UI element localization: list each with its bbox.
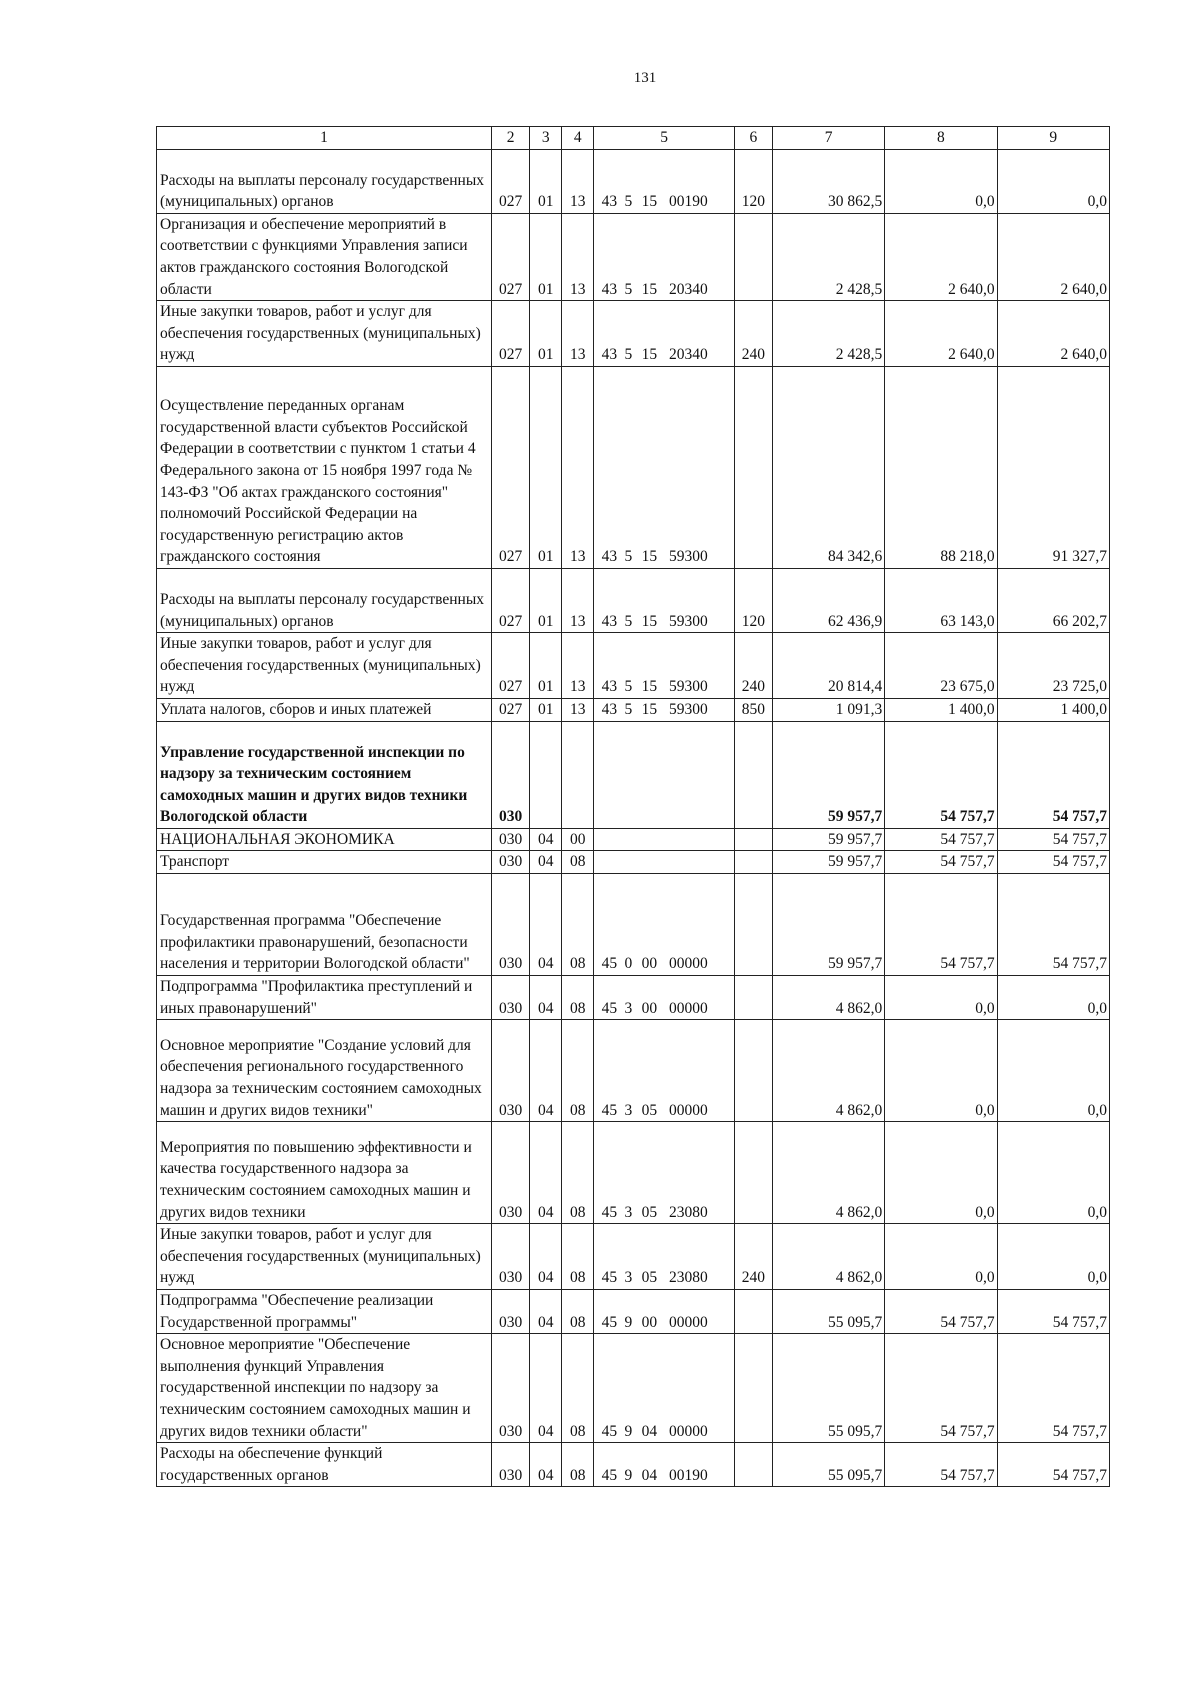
row-name: Расходы на обеспечение функций государственных органов — [157, 1443, 492, 1487]
code-subsection — [562, 721, 594, 828]
code-subsection: 00 — [562, 828, 594, 851]
code-ministry: 030 — [492, 874, 530, 976]
target-article-part: 23080 — [668, 1203, 708, 1221]
code-expense-type — [734, 1290, 772, 1334]
target-article-part: 3 — [624, 1101, 633, 1119]
amount-year-3: 1 400,0 — [997, 698, 1109, 721]
target-article-part: 45 — [601, 1313, 618, 1331]
target-article-part: 43 — [601, 193, 618, 211]
table-row — [157, 874, 1110, 976]
target-article-part: 15 — [641, 193, 658, 211]
code-target-article — [594, 1224, 734, 1290]
header-cell: 3 — [530, 127, 562, 150]
target-article-part: 15 — [641, 612, 658, 630]
header-row — [157, 127, 1110, 150]
code-ministry: 030 — [492, 1224, 530, 1290]
table-row — [157, 213, 1110, 300]
target-article-part: 9 — [624, 1313, 633, 1331]
amount-year-2: 0,0 — [885, 149, 997, 213]
target-article-part: 5 — [624, 280, 633, 298]
target-article-part: 04 — [641, 1466, 658, 1484]
target-article-part: 05 — [641, 1269, 658, 1287]
table-row — [157, 1122, 1110, 1224]
target-article-part: 5 — [624, 612, 633, 630]
code-section: 01 — [530, 213, 562, 300]
header-cell: 8 — [885, 127, 997, 150]
amount-year-2: 54 757,7 — [885, 828, 997, 851]
target-article-part: 20340 — [668, 346, 708, 364]
table-row — [157, 301, 1110, 367]
amount-year-1: 55 095,7 — [772, 1290, 884, 1334]
budget-table — [156, 126, 1110, 1487]
code-expense-type — [734, 366, 772, 568]
target-article-part: 43 — [601, 678, 618, 696]
amount-year-2: 1 400,0 — [885, 698, 997, 721]
amount-year-1: 55 095,7 — [772, 1443, 884, 1487]
code-ministry: 030 — [492, 1020, 530, 1122]
target-article-part: 59300 — [668, 548, 708, 566]
amount-year-3: 0,0 — [997, 1020, 1109, 1122]
code-section: 01 — [530, 149, 562, 213]
code-expense-type — [734, 213, 772, 300]
table-row — [157, 1443, 1110, 1487]
amount-year-3: 0,0 — [997, 976, 1109, 1020]
code-subsection: 13 — [562, 568, 594, 632]
code-ministry: 027 — [492, 213, 530, 300]
amount-year-1: 4 862,0 — [772, 1224, 884, 1290]
row-name: Подпрограмма "Обеспечение реализации Государственной программы" — [157, 1290, 492, 1334]
target-article-part: 00000 — [668, 1101, 708, 1119]
code-target-article — [594, 721, 734, 828]
code-subsection: 08 — [562, 1443, 594, 1487]
table-row — [157, 721, 1110, 828]
amount-year-2: 0,0 — [885, 1020, 997, 1122]
code-ministry: 030 — [492, 828, 530, 851]
amount-year-1: 30 862,5 — [772, 149, 884, 213]
amount-year-1: 4 862,0 — [772, 1122, 884, 1224]
target-article-part: 43 — [601, 280, 618, 298]
code-target-article — [594, 366, 734, 568]
amount-year-3: 54 757,7 — [997, 851, 1109, 874]
code-target-article — [594, 149, 734, 213]
table-row — [157, 1020, 1110, 1122]
code-subsection: 08 — [562, 1122, 594, 1224]
code-target-article — [594, 633, 734, 699]
amount-year-2: 2 640,0 — [885, 213, 997, 300]
amount-year-2: 0,0 — [885, 1224, 997, 1290]
code-section: 04 — [530, 828, 562, 851]
code-target-article — [594, 213, 734, 300]
target-article-part: 5 — [624, 346, 633, 364]
amount-year-1: 59 957,7 — [772, 874, 884, 976]
target-article-part: 5 — [624, 678, 633, 696]
amount-year-3: 54 757,7 — [997, 1443, 1109, 1487]
amount-year-3: 2 640,0 — [997, 213, 1109, 300]
target-article-part: 15 — [641, 678, 658, 696]
target-article-part: 59300 — [668, 700, 708, 718]
code-section: 04 — [530, 874, 562, 976]
target-article-part: 45 — [601, 1101, 618, 1119]
code-target-article — [594, 1443, 734, 1487]
header-cell: 9 — [997, 127, 1109, 150]
code-subsection: 08 — [562, 1224, 594, 1290]
row-name: Осуществление переданных органам государственной власти субъектов Российской Федерации в соответствии с пунктом 1 статьи 4 Федерального закона от 15 ноября 1997 года № 143-ФЗ "Об актах гражданского состояния" полномочий Российской Федерации на государственную регистрацию актов гражданского состояния — [157, 366, 492, 568]
target-article-part: 45 — [601, 1203, 618, 1221]
amount-year-1: 62 436,9 — [772, 568, 884, 632]
amount-year-2: 63 143,0 — [885, 568, 997, 632]
code-expense-type: 120 — [734, 149, 772, 213]
row-name: Иные закупки товаров, работ и услуг для обеспечения государственных (муниципальных) нужд — [157, 301, 492, 367]
amount-year-1: 2 428,5 — [772, 213, 884, 300]
row-name: НАЦИОНАЛЬНАЯ ЭКОНОМИКА — [157, 828, 492, 851]
row-name: Основное мероприятие "Создание условий для обеспечения регионального государственного надзора за техническим состоянием самоходных машин и других видов техники" — [157, 1020, 492, 1122]
row-name: Организация и обеспечение мероприятий в соответствии с функциями Управления записи актов гражданского состояния Вологодской области — [157, 213, 492, 300]
code-expense-type — [734, 874, 772, 976]
target-article-part: 00 — [641, 999, 658, 1017]
code-section: 04 — [530, 1224, 562, 1290]
target-article-part: 45 — [601, 1269, 618, 1287]
table-row — [157, 828, 1110, 851]
amount-year-3: 54 757,7 — [997, 721, 1109, 828]
code-expense-type: 240 — [734, 301, 772, 367]
code-expense-type — [734, 1020, 772, 1122]
code-ministry: 030 — [492, 976, 530, 1020]
target-article-part: 0 — [624, 955, 633, 973]
row-name: Расходы на выплаты персоналу государственных (муниципальных) органов — [157, 149, 492, 213]
target-article-part: 3 — [624, 1203, 633, 1221]
code-expense-type: 850 — [734, 698, 772, 721]
row-name: Подпрограмма "Профилактика преступлений и иных правонарушений" — [157, 976, 492, 1020]
amount-year-2: 54 757,7 — [885, 721, 997, 828]
target-article-part: 45 — [601, 955, 618, 973]
target-article-part: 45 — [601, 1422, 618, 1440]
code-expense-type: 120 — [734, 568, 772, 632]
code-target-article — [594, 698, 734, 721]
table-row — [157, 1334, 1110, 1443]
table-row — [157, 1224, 1110, 1290]
code-section: 04 — [530, 1020, 562, 1122]
code-subsection: 13 — [562, 366, 594, 568]
code-subsection: 13 — [562, 633, 594, 699]
code-section: 01 — [530, 366, 562, 568]
code-target-article — [594, 568, 734, 632]
code-expense-type — [734, 1122, 772, 1224]
amount-year-3: 0,0 — [997, 1122, 1109, 1224]
code-target-article — [594, 301, 734, 367]
target-article-part: 00190 — [668, 1466, 708, 1484]
target-article-part: 23080 — [668, 1269, 708, 1287]
table-row — [157, 698, 1110, 721]
code-section: 01 — [530, 301, 562, 367]
code-section: 04 — [530, 851, 562, 874]
target-article-part: 15 — [641, 280, 658, 298]
amount-year-3: 2 640,0 — [997, 301, 1109, 367]
amount-year-3: 91 327,7 — [997, 366, 1109, 568]
target-article-part: 5 — [624, 548, 633, 566]
row-name: Основное мероприятие "Обеспечение выполнения функций Управления государственной инспекции по надзору за техническим состоянием самоходных машин и других видов техники области" — [157, 1334, 492, 1443]
amount-year-3: 23 725,0 — [997, 633, 1109, 699]
code-section — [530, 721, 562, 828]
code-expense-type — [734, 851, 772, 874]
amount-year-1: 20 814,4 — [772, 633, 884, 699]
amount-year-3: 0,0 — [997, 1224, 1109, 1290]
code-subsection: 08 — [562, 851, 594, 874]
target-article-part: 45 — [601, 1466, 618, 1484]
row-name: Транспорт — [157, 851, 492, 874]
table-row — [157, 149, 1110, 213]
code-subsection: 13 — [562, 301, 594, 367]
target-article-part: 45 — [601, 999, 618, 1017]
amount-year-3: 54 757,7 — [997, 874, 1109, 976]
code-section: 04 — [530, 1334, 562, 1443]
row-name: Управление государственной инспекции по надзору за техническим состоянием самоходных машин и других видов техники Вологодской области — [157, 721, 492, 828]
target-article-part: 00190 — [668, 193, 708, 211]
amount-year-1: 59 957,7 — [772, 721, 884, 828]
amount-year-2: 54 757,7 — [885, 1290, 997, 1334]
target-article-part: 43 — [601, 346, 618, 364]
target-article-part: 5 — [624, 193, 633, 211]
code-expense-type — [734, 976, 772, 1020]
code-expense-type — [734, 1443, 772, 1487]
code-section: 04 — [530, 1290, 562, 1334]
code-section: 04 — [530, 1443, 562, 1487]
code-subsection: 08 — [562, 1334, 594, 1443]
target-article-part: 15 — [641, 346, 658, 364]
code-subsection: 08 — [562, 976, 594, 1020]
target-article-part: 9 — [624, 1422, 633, 1440]
target-article-part: 00 — [641, 1313, 658, 1331]
code-ministry: 027 — [492, 633, 530, 699]
table-row — [157, 851, 1110, 874]
target-article-part: 00000 — [668, 1313, 708, 1331]
code-target-article — [594, 976, 734, 1020]
target-article-part: 59300 — [668, 678, 708, 696]
code-subsection: 13 — [562, 213, 594, 300]
target-article-part: 05 — [641, 1203, 658, 1221]
amount-year-3: 66 202,7 — [997, 568, 1109, 632]
table-row — [157, 1290, 1110, 1334]
target-article-part: 00000 — [668, 955, 708, 973]
page-number: 131 — [633, 70, 657, 86]
code-ministry: 027 — [492, 698, 530, 721]
target-article-part: 43 — [601, 612, 618, 630]
table-row — [157, 633, 1110, 699]
row-name: Мероприятия по повышению эффективности и качества государственного надзора за техническим состоянием самоходных машин и других видов техники — [157, 1122, 492, 1224]
code-ministry: 027 — [492, 568, 530, 632]
code-expense-type — [734, 1334, 772, 1443]
code-target-article — [594, 1290, 734, 1334]
row-name: Государственная программа "Обеспечение профилактики правонарушений, безопасности населения и территории Вологодской области" — [157, 874, 492, 976]
amount-year-2: 54 757,7 — [885, 1443, 997, 1487]
header-cell: 5 — [594, 127, 734, 150]
amount-year-1: 4 862,0 — [772, 976, 884, 1020]
amount-year-1: 55 095,7 — [772, 1334, 884, 1443]
amount-year-1: 2 428,5 — [772, 301, 884, 367]
header-cell: 1 — [157, 127, 492, 150]
target-article-part: 43 — [601, 548, 618, 566]
amount-year-1: 59 957,7 — [772, 828, 884, 851]
target-article-part: 15 — [641, 700, 658, 718]
code-subsection: 08 — [562, 1290, 594, 1334]
amount-year-2: 88 218,0 — [885, 366, 997, 568]
code-ministry: 030 — [492, 721, 530, 828]
amount-year-3: 0,0 — [997, 149, 1109, 213]
header-cell: 6 — [734, 127, 772, 150]
amount-year-2: 54 757,7 — [885, 874, 997, 976]
amount-year-1: 84 342,6 — [772, 366, 884, 568]
code-subsection: 08 — [562, 1020, 594, 1122]
row-name: Расходы на выплаты персоналу государственных (муниципальных) органов — [157, 568, 492, 632]
target-article-part: 00 — [641, 955, 658, 973]
code-section: 01 — [530, 568, 562, 632]
code-target-article — [594, 851, 734, 874]
code-section: 01 — [530, 633, 562, 699]
code-subsection: 08 — [562, 874, 594, 976]
header-cell: 4 — [562, 127, 594, 150]
code-target-article — [594, 874, 734, 976]
code-target-article — [594, 828, 734, 851]
code-section: 04 — [530, 1122, 562, 1224]
amount-year-2: 23 675,0 — [885, 633, 997, 699]
code-section: 01 — [530, 698, 562, 721]
amount-year-2: 54 757,7 — [885, 1334, 997, 1443]
target-article-part: 9 — [624, 1466, 633, 1484]
target-article-part: 04 — [641, 1422, 658, 1440]
table-row — [157, 366, 1110, 568]
row-name: Иные закупки товаров, работ и услуг для обеспечения государственных (муниципальных) нужд — [157, 633, 492, 699]
code-expense-type: 240 — [734, 633, 772, 699]
code-subsection: 13 — [562, 698, 594, 721]
code-ministry: 030 — [492, 1290, 530, 1334]
code-section: 04 — [530, 976, 562, 1020]
table-row — [157, 976, 1110, 1020]
target-article-part: 00000 — [668, 999, 708, 1017]
code-ministry: 027 — [492, 301, 530, 367]
target-article-part: 5 — [624, 700, 633, 718]
amount-year-1: 4 862,0 — [772, 1020, 884, 1122]
target-article-part: 05 — [641, 1101, 658, 1119]
code-ministry: 030 — [492, 1122, 530, 1224]
code-target-article — [594, 1122, 734, 1224]
code-target-article — [594, 1334, 734, 1443]
amount-year-3: 54 757,7 — [997, 1334, 1109, 1443]
code-target-article — [594, 1020, 734, 1122]
header-cell: 2 — [492, 127, 530, 150]
amount-year-3: 54 757,7 — [997, 828, 1109, 851]
code-ministry: 027 — [492, 149, 530, 213]
amount-year-2: 2 640,0 — [885, 301, 997, 367]
target-article-part: 43 — [601, 700, 618, 718]
code-subsection: 13 — [562, 149, 594, 213]
code-ministry: 030 — [492, 851, 530, 874]
code-expense-type: 240 — [734, 1224, 772, 1290]
row-name: Иные закупки товаров, работ и услуг для обеспечения государственных (муниципальных) нужд — [157, 1224, 492, 1290]
code-expense-type — [734, 828, 772, 851]
code-expense-type — [734, 721, 772, 828]
amount-year-2: 54 757,7 — [885, 851, 997, 874]
amount-year-2: 0,0 — [885, 976, 997, 1020]
target-article-part: 59300 — [668, 612, 708, 630]
target-article-part: 20340 — [668, 280, 708, 298]
target-article-part: 3 — [624, 999, 633, 1017]
code-ministry: 030 — [492, 1334, 530, 1443]
target-article-part: 15 — [641, 548, 658, 566]
target-article-part: 3 — [624, 1269, 633, 1287]
amount-year-1: 1 091,3 — [772, 698, 884, 721]
target-article-part: 00000 — [668, 1422, 708, 1440]
amount-year-1: 59 957,7 — [772, 851, 884, 874]
row-name: Уплата налогов, сборов и иных платежей — [157, 698, 492, 721]
code-ministry: 030 — [492, 1443, 530, 1487]
header-cell: 7 — [772, 127, 884, 150]
amount-year-3: 54 757,7 — [997, 1290, 1109, 1334]
table-row — [157, 568, 1110, 632]
code-ministry: 027 — [492, 366, 530, 568]
amount-year-2: 0,0 — [885, 1122, 997, 1224]
